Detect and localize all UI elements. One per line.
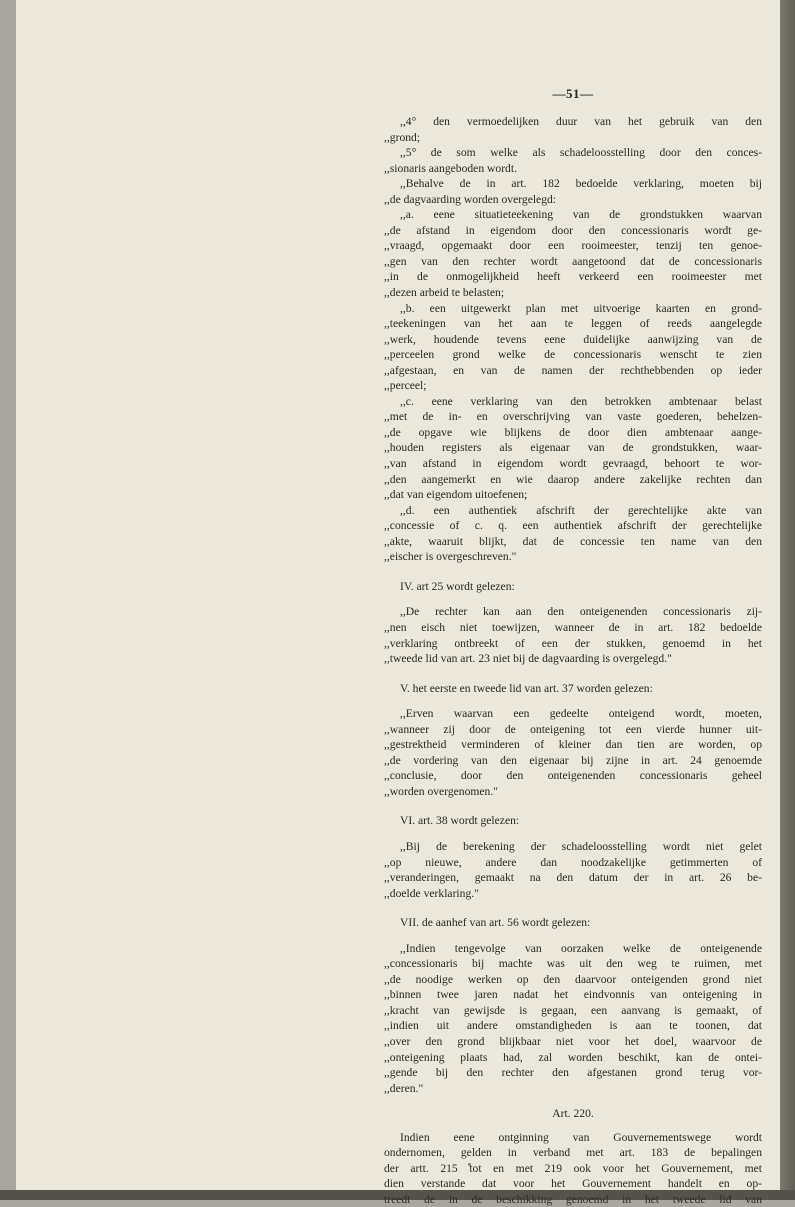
text-line: ,,kracht van gewijsde is gegaan, een aanvang is gemaakt, of (384, 1003, 762, 1017)
page-number: —51— (552, 86, 594, 101)
section-heading: VII. de aanhef van art. 56 wordt gelezen: (400, 916, 591, 930)
section-heading: VI. art. 38 wordt gelezen: (400, 814, 520, 828)
text-line: ,,a. eene situatieteekening van de grondstukken waarvan (400, 208, 762, 222)
text-line: ,,de dagvaarding worden overgelegd: (384, 192, 557, 206)
paragraph (384, 145, 762, 176)
paragraph (384, 604, 762, 666)
paragraph (384, 394, 762, 503)
text-line: ,,d. een authentiek afschrift der gerechtelijke akte van (400, 503, 762, 517)
text-line: der artt. 215 tot en met 219 ook voor het Gouvernement, met (384, 1161, 762, 1175)
text-line: ,,perceel; (384, 379, 427, 393)
text-line: ,,de opgave wie blijkens de door dien ambtenaar aange- (384, 425, 762, 439)
text-line: ,,de vordering van den eigenaar bij zijne in art. 24 genoemde (384, 753, 762, 767)
text-line: ,,dezen arbeid te belasten; (384, 286, 505, 300)
paragraph (384, 207, 762, 300)
text-line: ,,deren." (384, 1081, 424, 1095)
text-line: ,,gestrektheid verminderen of kleiner dan tien are worden, op (384, 738, 762, 752)
page-text-column (384, 86, 762, 1207)
paragraph (384, 706, 762, 799)
text-line: ,,verklaring ontbreekt of een der stukken, genoemd in het (384, 636, 762, 650)
text-line: ,,afgestaan, en van de namen der rechthebbenden op ieder (384, 363, 762, 377)
text-line: ,,c. eene verklaring van den betrokken ambtenaar belast (400, 394, 762, 408)
text-line: ,,in de onmogelijkheid heeft verkeerd een rooimeester met (384, 270, 762, 284)
text-line: ,,Indien tengevolge van oorzaken welke de onteigenende (400, 941, 762, 955)
text-line: ,,Behalve de in art. 182 bedoelde verklaring, moeten bij (400, 177, 762, 191)
text-line: ,,eischer is overgeschreven." (384, 550, 517, 564)
text-line: ,,onteigening plaats had, zal worden beschikt, kan de ontei- (384, 1050, 762, 1064)
text-line: ,,conclusie, door den onteigenenden concessionaris geheel (384, 769, 762, 783)
paragraph (384, 503, 762, 565)
text-line: ,,wanneer zij door de onteigening tot een vierde hunner uit- (384, 722, 762, 736)
page-shadow (780, 0, 795, 1200)
text-line: ,,akte, waaruit blijkt, dat de concessie ten name van den (384, 534, 762, 548)
text-line: ,,indien uit andere omstandigheden is aan te toonen, dat (384, 1019, 762, 1033)
text-line: ,,de noodige werken op den daarvoor onteigenden grond niet (384, 972, 762, 986)
text-line: ,,De rechter kan aan den onteigenenden concessionaris zij- (400, 605, 762, 619)
text-line: ,,de afstand in eigendom door den concessionaris wordt ge- (384, 223, 762, 237)
paragraph (384, 301, 762, 394)
text-line: ,,op nieuwe, andere dan noodzakelijke getimmerten of (384, 855, 762, 869)
text-line: ,,werk, houdende tevens eene duidelijke aanwijzing van de (384, 332, 762, 346)
text-line: ,,doelde verklaring." (384, 886, 479, 900)
paragraph (384, 839, 762, 901)
text-line: Indien eene ontginning van Gouvernementswege wordt (400, 1130, 762, 1144)
text-line: ,,concessionaris bij machte was uit den weg te ruimen, met (384, 957, 762, 971)
text-line: ,,concessie of c. q. een authentiek afschrift der gerechtelijke (384, 519, 762, 533)
text-line: ,,Erven waarvan een gedeelte onteigend wordt, moeten, (400, 707, 762, 721)
text-flow (384, 114, 762, 1207)
text-line: ,,4° den vermoedelijken duur van het gebruik van den (400, 115, 762, 128)
text-line: ,,b. een uitgewerkt plan met uitvoerige kaarten en grond- (400, 301, 762, 315)
text-line: ,,met de in- en overschrijving van vaste goederen, behelzen- (384, 410, 762, 424)
text-line: ,,worden overgenomen." (384, 784, 498, 798)
text-line: treedt de in de beschikking genoemd in het tweede lid van (384, 1192, 762, 1206)
text-line: dien verstande dat voor het Gouvernement handelt en op- (384, 1177, 762, 1191)
text-line: ,,over den grond blijkbaar niet voor het doel, waarvoor de (384, 1034, 762, 1048)
text-line: ,,grond; (384, 130, 421, 144)
section-heading: V. het eerste en tweede lid van art. 37 worden gelezen: (400, 681, 653, 695)
text-line: ,,nen eisch niet toewijzen, wanneer de in art. 182 bedoelde (384, 620, 762, 634)
paragraph (384, 176, 762, 207)
article-heading: Art. 220. (552, 1107, 594, 1121)
text-line: ,,tweede lid van art. 23 niet bij de dagvaarding is overgelegd." (384, 652, 672, 666)
text-line: ,,perceelen grond welke de concessionaris wenscht te zien (384, 348, 762, 362)
text-line: ,,5° de som welke als schadeloosstelling door den conces- (400, 146, 762, 160)
text-line: ,,den aangemerkt en wie daarop andere zakelijke rechten dan (384, 472, 762, 486)
text-line: ,,gen van den rechter wordt aangetoond dat de concessionaris (384, 254, 762, 268)
section-heading: IV. art 25 wordt gelezen: (400, 579, 515, 593)
text-line: ,,sionaris aangeboden wordt. (384, 161, 517, 175)
text-line: ,,binnen twee jaren nadat het eindvonnis van onteigening in (384, 988, 762, 1002)
text-line: ,,Bij de berekening der schadeloosstelling wordt niet gelet (400, 839, 762, 853)
text-line: ,,veranderingen, gemaakt na den datum der in art. 26 be- (384, 871, 762, 885)
text-line: ,,houden registers als eigenaar van de grondstukken, waar- (384, 441, 762, 455)
text-line: ,,vraagd, opgemaakt door een rooimeester, tenzij ten genoe- (384, 239, 762, 253)
text-line: ,,van afstand in eigendom wordt gevraagd, behoort te wor- (384, 457, 762, 471)
paragraph (384, 1130, 762, 1207)
text-line: ,,dat van eigendom uitoefenen; (384, 488, 528, 502)
text-line: ,,teekeningen van het aan te leggen of reeds aangelegde (384, 317, 762, 331)
paragraph (384, 941, 762, 1096)
text-line: ondernomen, gelden in verband met art. 183 de bepalingen (384, 1146, 762, 1160)
text-line: ,,gende bij den rechter den afgestanen grond terug vor- (384, 1066, 762, 1080)
paragraph (384, 114, 762, 145)
